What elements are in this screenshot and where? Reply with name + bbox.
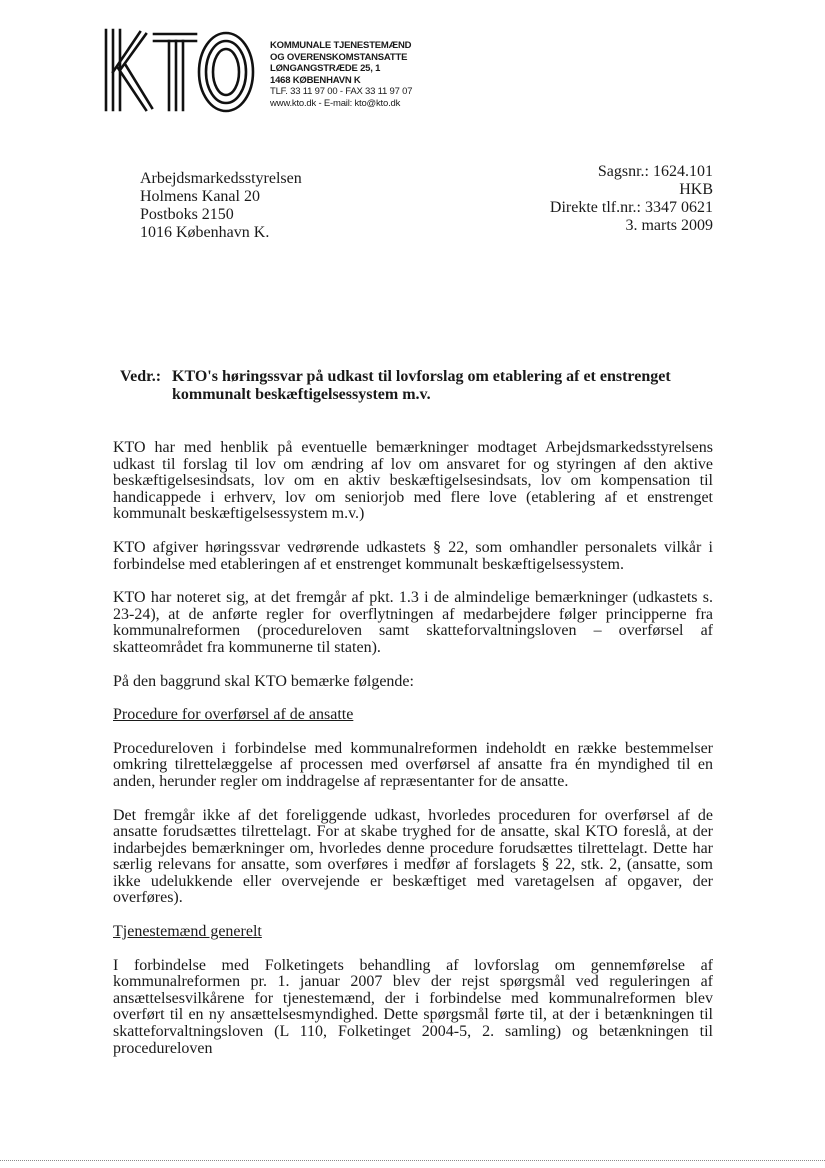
org-city: 1468 KØBENHAVN K (270, 74, 361, 86)
recipient-po-box: Postboks 2150 (140, 206, 234, 223)
subject-label: Vedr.: (120, 368, 162, 385)
recipient-city: 1016 København K. (140, 224, 270, 241)
recipient-address (140, 170, 400, 242)
section-heading-procedure: Procedure for overførsel af de ansatte (113, 706, 354, 724)
paragraph-noted: KTO har noteret sig, at det fremgår af pkt. 1.3 i de almindelige bemærkninger (udkastets s. 23-24), at de anførte regler for overflytningen af medarbejdere følger principperne fra kommunalreformen (procedureloven samt skatteforvaltningsloven – overførsel af skatteområdet fra kommunerne til staten). (113, 589, 713, 656)
subject-line (120, 368, 720, 404)
case-number: Sagsnr.: 1624.101 (597, 163, 713, 180)
direct-phone: Direkte tlf.nr.: 3347 0621 (549, 199, 713, 216)
section-procedure (113, 707, 713, 907)
org-address: LØNGANGSTRÆDE 25, 1 (270, 63, 381, 75)
org-phone-fax: TLF. 33 11 97 00 - FAX 33 11 97 07 (270, 86, 413, 98)
org-name-line1: KOMMUNALE TJENESTEMÆND (270, 40, 412, 51)
letter-body (113, 440, 713, 1074)
page-bottom-edge (0, 1160, 825, 1161)
subject-text: KTO's høringssvar på udkast til lovforslag om etablering af et enstrenget kommunalt beskæftigelsessystem m.v. (172, 368, 671, 403)
letter-date: 3. marts 2009 (625, 217, 713, 234)
section-civil-servants (113, 924, 713, 1057)
kto-logo (100, 22, 260, 117)
section-heading-civil-servants: Tjenestemænd generelt (113, 923, 262, 941)
case-metadata (453, 163, 713, 235)
case-initials: HKB (679, 181, 713, 198)
paragraph-civil-servants: I forbindelse med Folketingets behandling af lovforslag om gennemførelse af kommunalreformen pr. 1. januar 2007 blev der rejst spørgsmål ved reguleringen af ansættelsesvilkårene for tjenestemænd, der i forbindelse med kommunalreformen blev overført til en ny ansættelsesmyndighed. Dette spørgsmål førte til, at der i betænkningen til skatteforvaltningsloven (L 110, Folketinget 2004-5, 2. samling) og betænkningen til procedureloven (113, 956, 713, 1057)
paragraph-scope: KTO afgiver høringssvar vedrørende udkastets § 22, som omhandler personalets vilkår i forbindelse med etableringen af et enstrenget kommunalt beskæftigelsessystem. (113, 538, 713, 573)
organization-info (270, 40, 500, 110)
paragraph-remarks-lead: På den baggrund skal KTO bemærke følgende: (113, 672, 414, 690)
paragraph-intro: KTO har med henblik på eventuelle bemærkninger modtaget Arbejdsmarkedsstyrelsens udkast til forslag til lov om ændring af lov om ansvaret for og styringen af den aktive beskæftigelsesindsats, lov om en aktiv beskæftigelsesindsats, lov om kompensation til handicappede i erhverv, lov om seniorjob med flere love (etablering af et enstrenget kommunalt beskæftigelsessystem m.v.) (113, 439, 713, 523)
recipient-street: Holmens Kanal 20 (140, 188, 260, 205)
paragraph-procedure-law: Procedureloven i forbindelse med kommunalreformen indeholdt en række bestemmelser omkring tilrettelæggelse af processen med overførsel af ansatte fra én myndighed til en anden, herunder regler om inddragelse af repræsentanter for de ansatte. (113, 739, 713, 790)
org-name-line2: OG OVERENSKOMSTANSATTE (270, 51, 408, 63)
recipient-name: Arbejdsmarkedsstyrelsen (140, 170, 302, 187)
org-web-email: www.kto.dk - E-mail: kto@kto.dk (270, 97, 401, 109)
paragraph-procedure-proposal: Det fremgår ikke af det foreliggende udkast, hvorledes proceduren for overførsel af de ansatte forudsættes tilrettelagt. For at skabe tryghed for de ansatte, skal KTO foreslå, at der indarbejdes bemærkninger om, hvorledes denne procedure forudsættes tilrettelagt. Dette har særlig relevans for ansatte, som overføres i medfør af forslagets § 22, stk. 2, (ansatte, som ikke udelukkende eller overvejende er beskæftiget med varetagelsen af opgaver, der overføres). (113, 806, 713, 907)
